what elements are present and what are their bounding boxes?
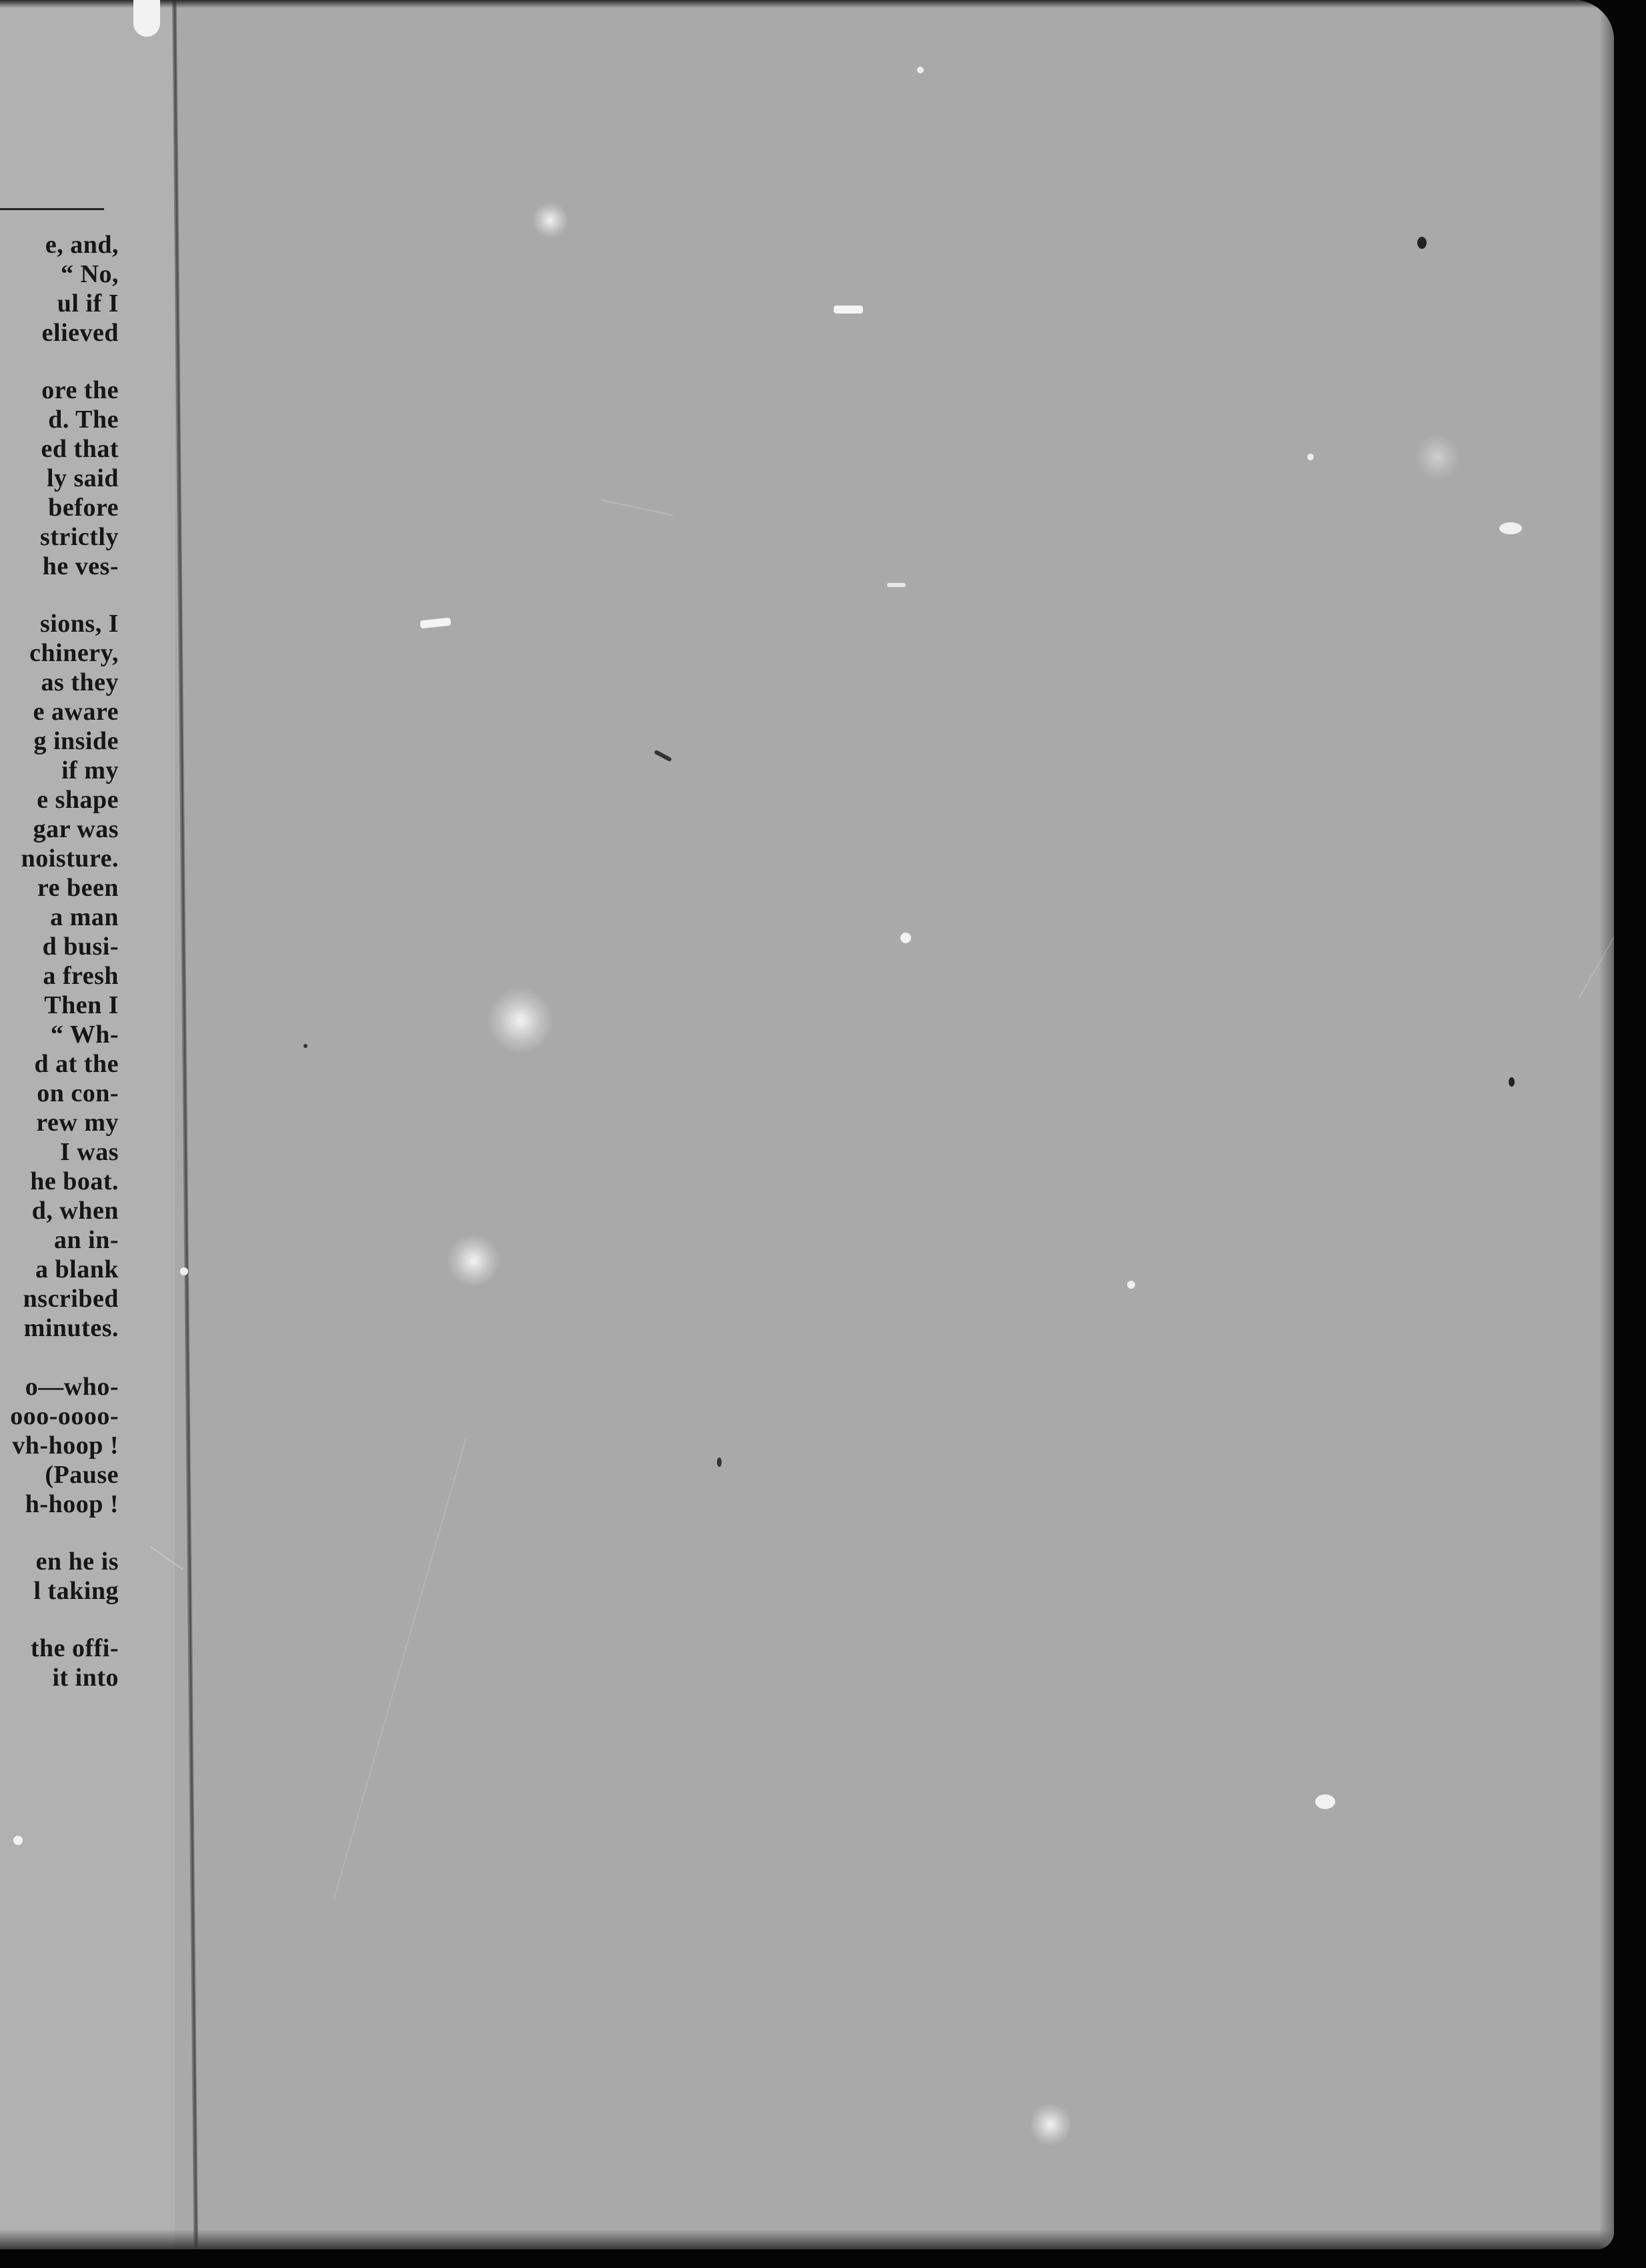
text-line: nscribed	[23, 1285, 119, 1313]
text-line: before	[48, 494, 119, 522]
text-line: as they	[41, 668, 119, 696]
scan-glow-spot	[1414, 434, 1461, 480]
dark-speck	[303, 1044, 307, 1048]
text-line: a blank	[35, 1255, 119, 1283]
scan-glow-spot	[1030, 2101, 1070, 2148]
text-line: “ No,	[61, 260, 119, 288]
text-line: h-hoop !	[25, 1490, 119, 1518]
scan-scratch	[601, 500, 673, 516]
text-line: ed that	[41, 435, 119, 463]
column-fold-line	[172, 0, 198, 2249]
text-line: ore the	[41, 376, 119, 404]
text-line: d busi-	[42, 933, 119, 961]
dust-speck	[1307, 454, 1314, 460]
text-line: gar was	[33, 815, 119, 843]
dust-speck	[917, 67, 924, 73]
text-line: ly said	[46, 464, 119, 492]
dust-speck	[420, 618, 451, 629]
text-line: if my	[61, 756, 119, 784]
text-line: en he is	[35, 1548, 119, 1576]
scan-glow-spot	[534, 200, 567, 240]
text-line: a man	[50, 903, 119, 931]
text-line: a fresh	[43, 962, 119, 990]
dust-speck	[900, 933, 911, 943]
text-line: strictly	[40, 523, 119, 551]
text-line: the offi-	[30, 1634, 119, 1662]
scan-scratch	[333, 1438, 467, 1900]
text-line: d at the	[34, 1050, 119, 1078]
text-line: l taking	[33, 1577, 119, 1605]
text-line: d, when	[31, 1197, 119, 1225]
dark-speck	[654, 750, 672, 762]
text-line: elieved	[41, 319, 119, 347]
text-line: e aware	[33, 698, 119, 726]
dust-speck	[180, 1267, 188, 1275]
text-line: ul if I	[57, 290, 119, 318]
dark-speck	[717, 1458, 722, 1467]
dust-speck	[1127, 1281, 1135, 1289]
page-top-edge	[0, 0, 1614, 8]
text-line: rew my	[36, 1109, 119, 1137]
text-line: d. The	[48, 406, 119, 434]
text-line: e shape	[37, 786, 119, 814]
scan-glow-spot	[487, 987, 554, 1054]
text-line: re been	[37, 874, 119, 902]
text-line: Then I	[44, 991, 119, 1019]
dust-speck	[1499, 522, 1522, 534]
text-line: g inside	[33, 727, 119, 755]
text-line: chinery,	[29, 639, 119, 667]
text-line: noisture.	[21, 844, 119, 873]
text-line: on con-	[37, 1079, 119, 1107]
dust-speck	[834, 306, 863, 314]
text-line: vh-hoop !	[12, 1432, 119, 1460]
paper-tear	[133, 0, 160, 37]
dark-speck	[1417, 237, 1427, 249]
text-line: an in-	[54, 1226, 119, 1254]
page-right-edge	[1599, 0, 1614, 2249]
text-line: e, and,	[45, 231, 119, 259]
dust-speck	[887, 583, 906, 587]
text-line: I was	[59, 1138, 119, 1166]
text-line: o—who-	[25, 1373, 119, 1401]
text-line: he boat.	[30, 1167, 119, 1195]
text-line: he ves-	[42, 552, 119, 580]
text-line: minutes.	[23, 1314, 119, 1342]
text-line: “ Wh-	[50, 1021, 119, 1049]
text-line: ooo-oooo-	[10, 1402, 119, 1430]
dust-speck	[1315, 1794, 1335, 1809]
dust-speck	[13, 1836, 23, 1845]
dark-speck	[1509, 1077, 1515, 1087]
page-bottom-edge	[0, 2229, 1614, 2249]
scan-glow-spot	[447, 1234, 500, 1287]
column-separator-rule	[0, 208, 104, 210]
text-line: (Pause	[45, 1461, 119, 1489]
text-line: it into	[52, 1664, 119, 1692]
text-line: sions, I	[39, 610, 119, 638]
